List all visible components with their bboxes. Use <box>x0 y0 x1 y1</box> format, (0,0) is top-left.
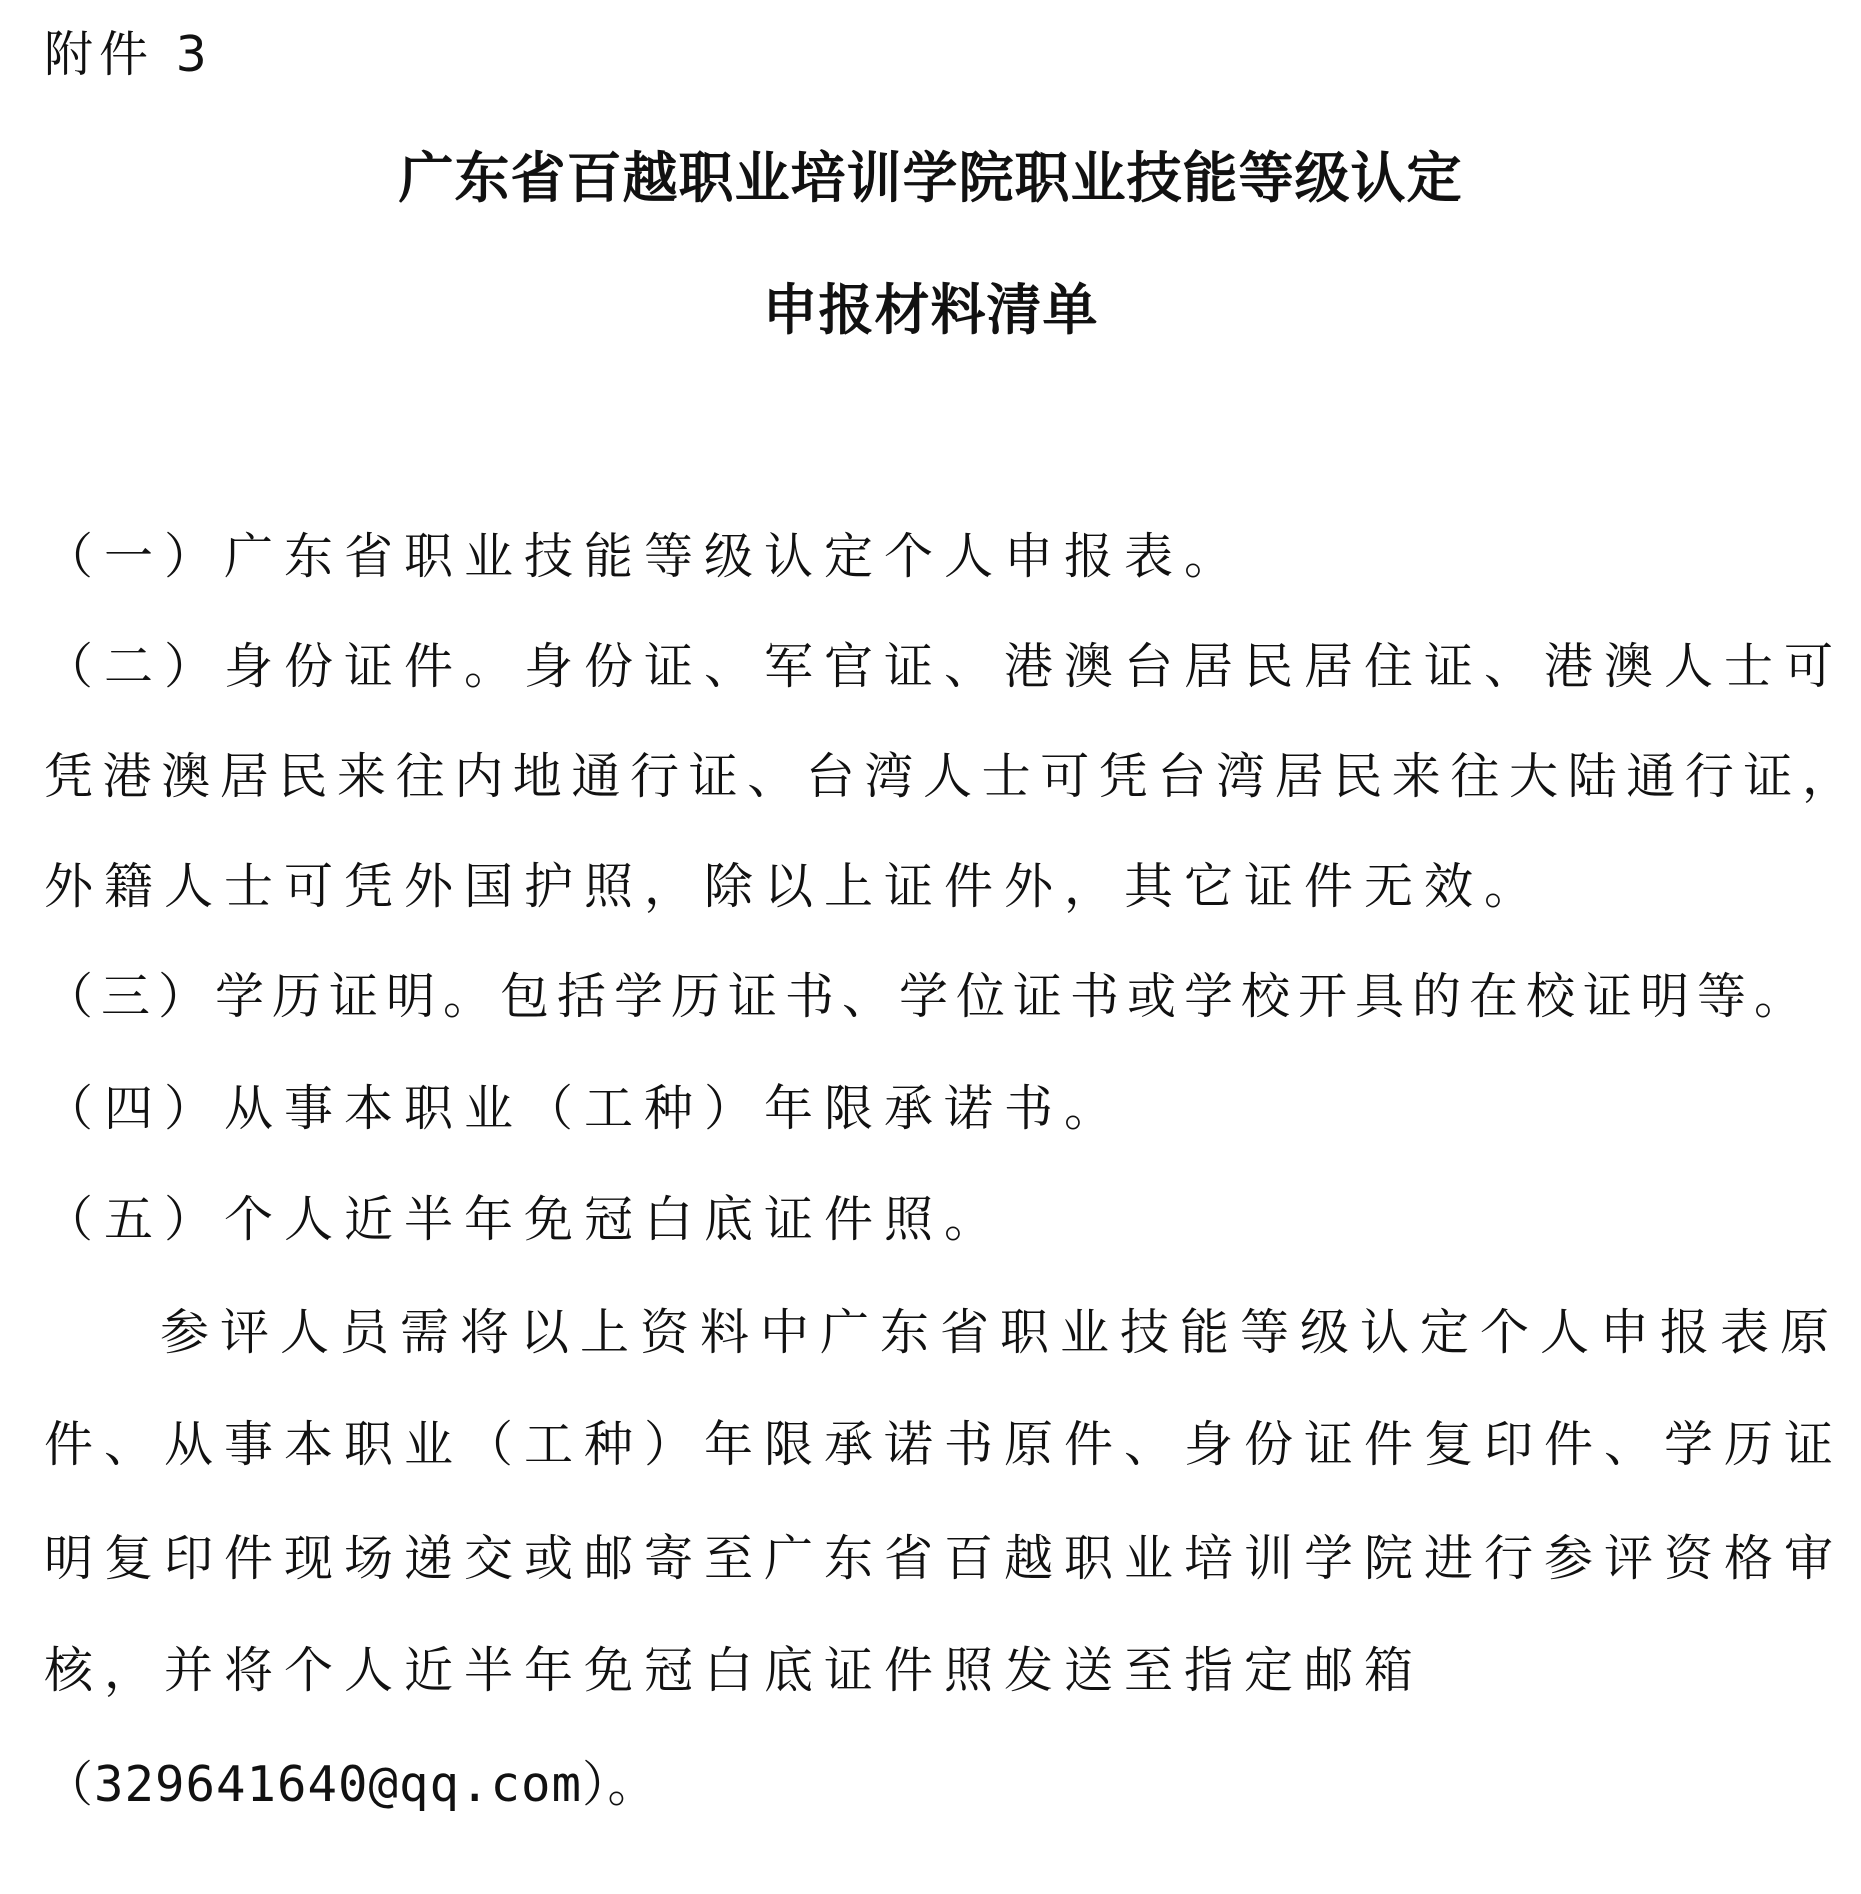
list-item-2-line-3: 外籍人士可凭外国护照，除以上证件外，其它证件无效。 <box>44 858 1545 915</box>
list-item-1: （一）广东省职业技能等级认定个人申报表。 <box>44 528 1245 585</box>
document-title-line-1: 广东省百越职业培训学院职业技能等级认定 <box>398 145 1463 210</box>
note-line-4: 核，并将个人近半年免冠白底证件照发送至指定邮箱 <box>44 1642 1425 1699</box>
list-item-4: （四）从事本职业（工种）年限承诺书。 <box>44 1080 1125 1137</box>
note-line-5-email: （329641640@qq.com）。 <box>44 1756 658 1813</box>
list-item-2-line-2: 凭港澳居民来往内地通行证、台湾人士可凭台湾居民来往大陆通行证， <box>44 748 1861 805</box>
document-title-line-2: 申报材料清单 <box>762 277 1099 342</box>
note-line-3: 明复印件现场递交或邮寄至广东省百越职业培训学院进行参评资格审 <box>44 1530 1845 1587</box>
list-item-2-line-1: （二）身份证件。身份证、军官证、港澳台居民居住证、港澳人士可 <box>44 638 1845 695</box>
attachment-label: 附件 3 <box>44 26 213 83</box>
list-item-5: （五）个人近半年免冠白底证件照。 <box>44 1191 1005 1248</box>
note-line-2: 件、从事本职业（工种）年限承诺书原件、身份证件复印件、学历证 <box>44 1416 1845 1473</box>
note-line-1: 参评人员需将以上资料中广东省职业技能等级认定个人申报表原 <box>160 1304 1841 1361</box>
list-item-3: （三）学历证明。包括学历证书、学位证书或学校开具的在校证明等。 <box>44 968 1812 1025</box>
